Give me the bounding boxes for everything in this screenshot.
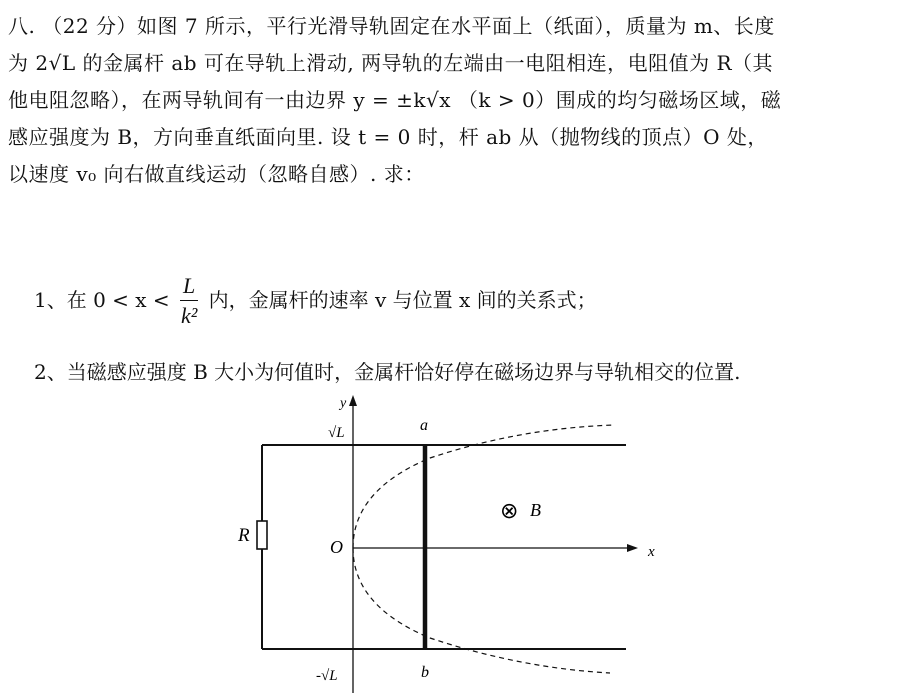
resistor: [257, 521, 267, 549]
question-1-prefix: 1、在 0 < x <: [34, 288, 170, 312]
lower-parabola-boundary: [353, 548, 610, 673]
fraction-numerator: L: [180, 272, 198, 301]
rod-top-label: a: [420, 417, 428, 434]
y-axis-arrow: [349, 395, 357, 406]
problem-line-4: 感应强度为 B，方向垂直纸面向里. 设 t = 0 时，杆 ab 从（抛物线的顶点）O 处，: [8, 125, 768, 149]
field-into-page-icon: ⊗: [500, 498, 519, 523]
fraction-denominator: k²: [180, 303, 198, 328]
question-1-suffix: 内，金属杆的速率 v 与位置 x 间的关系式；: [208, 288, 597, 312]
problem-line-5: 以速度 v₀ 向右做直线运动（忽略自感）. 求：: [8, 162, 425, 186]
problem-line-1: 八. （22 分）如图 7 所示，平行光滑导轨固定在水平面上（纸面），质量为 m、长度: [8, 14, 775, 38]
x-axis-label: x: [648, 544, 655, 560]
y-axis-label: y: [340, 396, 347, 411]
rod-bottom-label: b: [421, 664, 429, 681]
upper-parabola-boundary: [353, 425, 615, 548]
resistor-label: R: [238, 525, 250, 546]
question-2: 2、当磁感应强度 B 大小为何值时，金属杆恰好停在磁场边界与导轨相交的位置.: [34, 360, 741, 384]
top-tick-label: √L: [328, 425, 345, 441]
problem-line-2: 为 2√L 的金属杆 ab 可在导轨上滑动, 两导轨的左端由一电阻相连，电阻值为 R（其: [8, 51, 774, 75]
x-axis-arrow: [627, 544, 638, 552]
problem-line-3: 他电阻忽略），在两导轨间有一由边界 y = ±k√x （k > 0）围成的均匀磁场区域，磁: [8, 88, 782, 112]
field-label: B: [530, 500, 541, 520]
origin-label: O: [330, 537, 343, 557]
bottom-tick-label: -√L: [316, 668, 338, 684]
